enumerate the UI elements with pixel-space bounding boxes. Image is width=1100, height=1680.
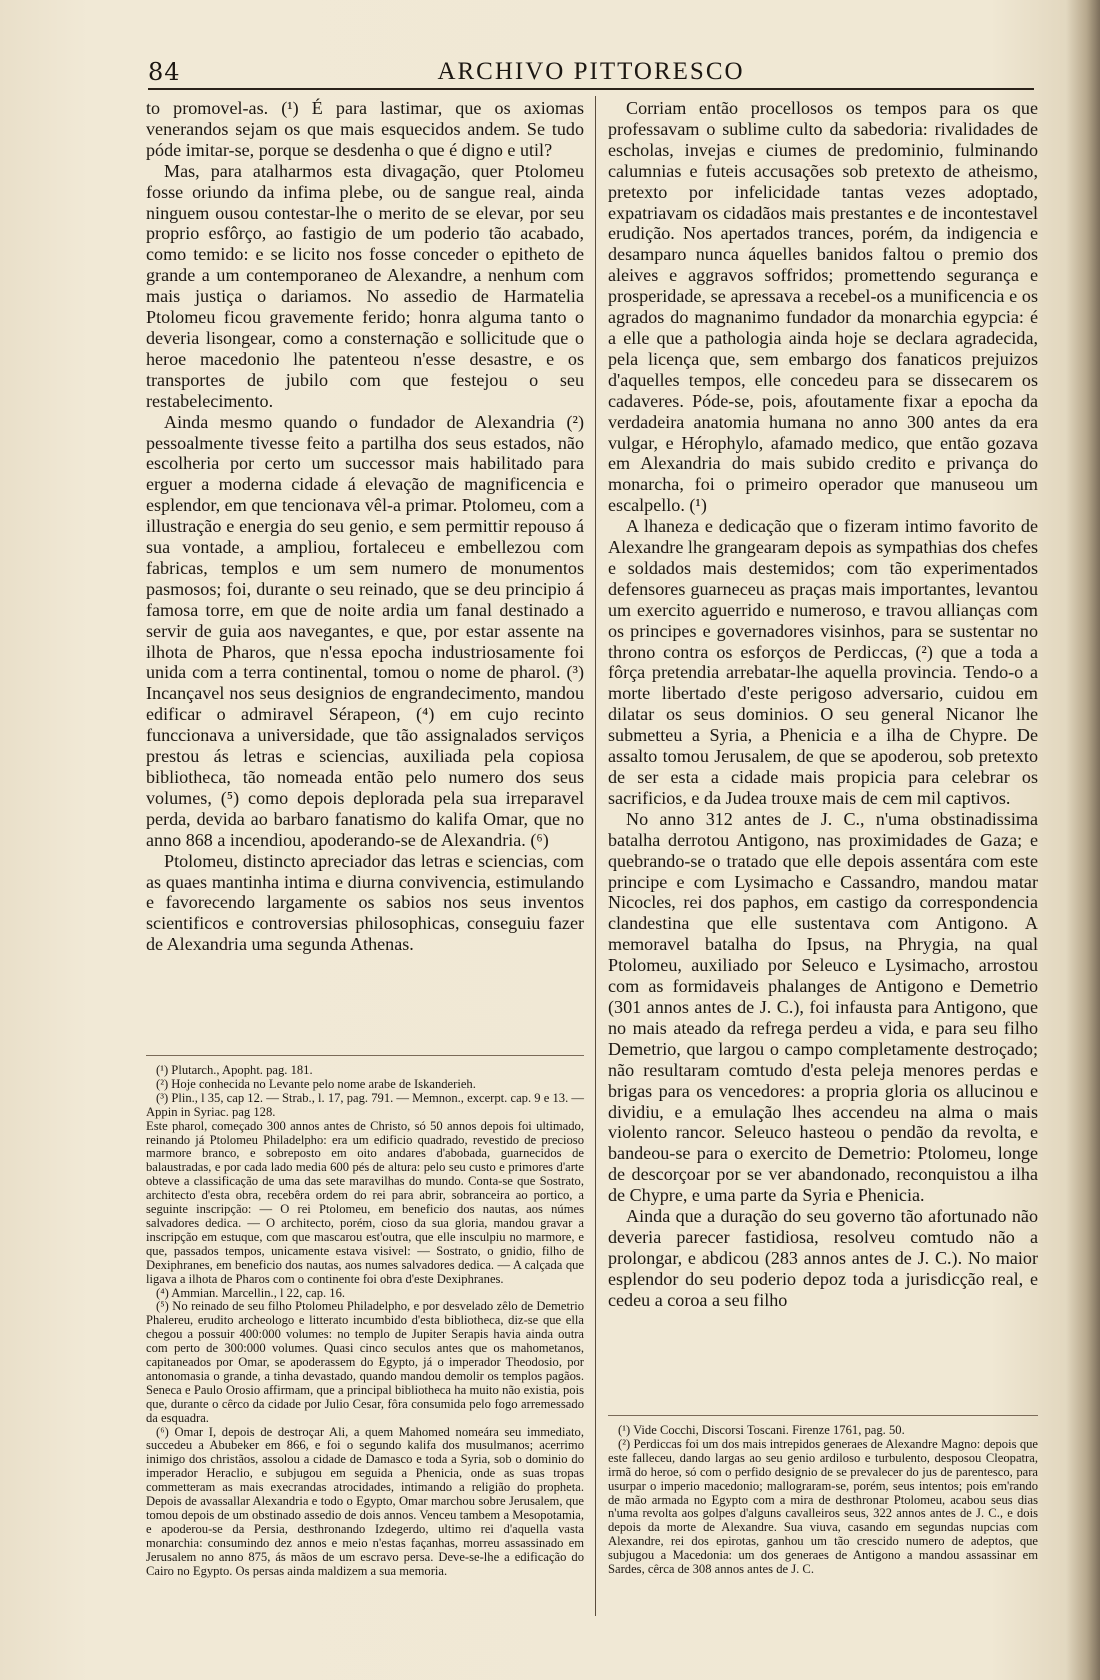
footnote: (¹) Vide Cocchi, Discorsi Toscani. Firenze 1761, pag. 50. — [618, 1423, 905, 1437]
footnote: Este pharol, começado 300 annos antes de Christo, só 50 annos depois foi ultimado, reinando já Ptolomeu Philadelpho: era um edificio quadrado, revestido de precioso marmore branco, e sobreposto em oito andares d'abobada, guarnecidos de balaustradas, e por cada lado media 600 pés de altura: pelo seu custo e primores d'arte obteve a classificação de uma das sete maravilhas do mundo. Conta-se que Sostrato, architecto d'esta obra, recebêra ordem do rei para abrir, sobranceira ao portico, a seguinte inscripção: — O rei Ptolomeu, em beneficio dos nautas, aos númes salvadores dedica. — O architecto, porém, cioso da sua gloria, mandou gravar a inscripção em estuque, com que mascarou est'outra, que elle insculpiu no marmore, e que, passados tempos, unicamente estava visivel: — Sostrato, o gnidio, filho de Dexiphranes, em beneficio dos nautas, aos numes salvadores dedica. — A calçada que ligava a ilhota de Pharos com o continente foi obra d'este Dexiphranes. — [146, 1118, 584, 1286]
left-footnotes — [146, 1064, 584, 1579]
body-paragraph: Ainda mesmo quando o fundador de Alexandria (²) pessoalmente tivesse feito a partilha dos seus estados, não escolheria por certo um successor mais habilitado para erguer a moderna cidade á elevação de magnificencia e esplendor, em que tencionava vêl-a primar. Ptolomeu, com a illustração e energia do seu genio, e sem permittir repouso á sua vontade, a ampliou, fortaleceu e embellezou com fabricas, templos e um sem numero de monumentos pasmosos; foi, durante o seu reinado, que se deu principio á famosa torre, em que de noite ardia um fanal destinado a servir de guia aos navegantes, e que, por estar assente na ilhota de Pharos, que n'essa epocha industriosamente foi unida com a terra continental, tomou o nome de pharol. (³) Incançavel nos seus designios de engrandecimento, mandou edificar o admiravel Sérapeon, (⁴) em cujo recinto funccionava a universidade, que tão assignalados serviços prestou ás letras e sciencias, auxiliada pela copiosa bibliotheca, tão nomeada então pelo numero dos seus volumes, (⁵) como depois deplorada pela sua irreparavel perda, devida ao barbaro fanatismo do kalifa Omar, que no anno 868 a incendiou, apoderando-se de Alexandria. (⁶) — [146, 411, 584, 850]
footnote: (³) Plin., l 35, cap 12. — Strab., l. 17, pag. 791. — Memnon., excerpt. cap. 9 e 13. — Appin in Syriac. pag 128. — [146, 1090, 584, 1119]
body-paragraph: Ptolomeu, distincto apreciador das letras e sciencias, com as quaes mantinha intima e diurna convivencia, estimulando e favorecendo largamente os sabios nos seus inventos scientificos e controversias philosophicas, conseguiu fazer de Alexandria uma segunda Athenas. — [146, 850, 584, 955]
running-title: ARCHIVO PITTORESCO — [437, 58, 745, 85]
footnote: (⁵) No reinado de seu filho Ptolomeu Philadelpho, e por desvelado zêlo de Demetrio Phalereu, erudito archeologo e litterato incumbido d'esta bibliotheca, diz-se que ella chegou a possuir 400:000 volumes: no templo de Jupiter Serapis havia ainda outra com perto de 300:000 volumes. Quasi cinco seculos antes que os mahometanos, capitaneados por Omar, se apoderassem do Egypto, já o imperador Theodosio, por antonomasia o grande, a tinha devastado, quando mandou demolir os templos pagãos. Seneca e Paulo Orosio affirmam, que a principal bibliotheca ha muito não existia, pois que, durante o cêrco da cidade por Julio Cesar, fôra consumida pelo fogo arremessado da esquadra. — [146, 1299, 584, 1425]
body-paragraph: A lhaneza e dedicação que o fizeram intimo favorito de Alexandre lhe grangearam depois as sympathias dos chefes e soldados mais destemidos; com tão experimentados defensores guarneceu as praças mais importantes, levantou um exercito aguerrido e numeroso, e travou allianças com os principes e governadores visinhos, para se sustentar no throno contra os esforços de Perdiccas, (²) que a toda a fôrça pretendia arrebatar-lhe aquella provincia. Tendo-o a morte libertado d'este perigoso adversario, cuidou em dilatar os seus dominios. O seu general Nicanor lhe submetteu a Syria, a Phenicia e a ilha de Chypre. De assalto tomou Jerusalem, de que se apoderou, sob pretexto de ser esta a cidade mais propicia para celebrar os sacrificios, e da Judea trouxe mais de cem mil captivos. — [608, 516, 1038, 808]
body-paragraph: Mas, para atalharmos esta divagação, quer Ptolomeu fosse oriundo da infima plebe, ou de sangue real, ainda ninguem ousou contestar-lhe o merito de se elevar, por seu proprio esfôrço, ao fastigio de um poderio tão acabado, como temido: e se licito nos fosse conceder o epitheto de grande a um contemporaneo de Alexandre, a nenhum com mais justiça o dariamos. No assedio de Harmatelia Ptolomeu ficou gravemente ferido; honra alguma tanto o deveria lisongear, como a consternação e sollicitude que o heroe macedonio lhe patenteou n'esse desastre, e os transportes de jubilo com que festejou o seu restabelecimento. — [146, 160, 584, 411]
footnote: (¹) Plutarch., Apopht. pag. 181. — [156, 1063, 313, 1077]
footnote: (²) Perdiccas foi um dos mais intrepidos generaes de Alexandre Magno: depois que este falleceu, dando largas ao seu genio ardiloso e turbulento, desposou Cleopatra, irmã do heroe, só com o perfido designio de se prevalecer do jus de parentesco, para usurpar o imperio macedonio; mallograram-se, porém, seus intentos; pois em'rando de mão armada no Egypto com a mira de desthronar Ptolomeu, acabou seus dias n'uma revolta aos golpes d'alguns cavalleiros seus, 322 annos antes de J. C., e dois depois da morte de Alexandre. Sua viuva, casando em segundas nupcias com Alexandre, rei dos epirotas, ganhou um tão crescido numero de adeptos, que subjugou a Macedonia: um dos generaes de Antigono a mandou assassinar em Sardes, cêrca de 308 annos antes de J. C. — [608, 1436, 1038, 1577]
page-spine-shadow — [1066, 0, 1100, 1680]
body-paragraph: Corriam então procellosos os tempos para os que professavam o sublime culto da sabedoria: rivalidades de escholas, invejas e ciumes de predominio, fulminando calumnias e futeis accusações sob pretexto de atheismo, pretexto por infelicidade tantas vezes adoptado, expatriavam os cidadãos mais prestantes e de incontestavel erudição. Nos apertados trances, porém, da indigencia e desamparo nunca áquelles banidos faltou o premio dos aleives e aggravos soffridos; promettendo segurança e prosperidade, se apressava a recebel-os a munificencia e os agrados do magnanimo fundador da monarchia egypcia: é a elle que a pathologia ainda hoje se declara agradecida, pela licença que, sem embargo dos fanaticos prejuizos d'aquelles tempos, elle concedeu para se dissecarem os cadaveres. Póde-se, pois, afoutamente fixar a epocha da verdadeira anatomia humana no anno 300 antes da era vulgar, e Hérophylo, afamado medico, que então gozava em Alexandria do mais subido credito e privança do monarcha, foi o primeiro operador que manuseou um escalpello. (¹) — [608, 98, 1038, 516]
footnote: (⁴) Ammian. Marcellin., l 22, cap. 16. — [156, 1285, 346, 1300]
footnote: (⁶) Omar I, depois de destroçar Ali, a quem Mahomed nomeára seu immediato, succedeu a Abubeker em 866, e foi o segundo kalifa dos musulmanos; acerrimo inimigo dos christãos, assolou a cidade de Damasco e toda a Syria, sob o dominio do imperador Heraclio, e subjugou em seguida a Phenicia, onde as suas tropas commetteram as mais execrandas atrocidades, intimando a religião do propheta. Depois de avassallar Alexandria e todo o Egypto, Omar marchou sobre Jerusalem, que tomou depois de um obstinado assedio de dois annos. Venceu tambem a Mesopotamia, e apoderou-se da Persia, desthronando Izdegerdo, ultimo rei d'aquella vasta monarchia: consumindo dez annos e meio n'estas façanhas, morreu assassinado em Jerusalem no anno 875, ás mãos de um escravo persa. Deve-se-lhe a edificação do Cairo no Egypto. Os persas ainda maldizem a sua memoria. — [146, 1424, 584, 1578]
body-paragraph: to promovel-as. (¹) É para lastimar, que os axiomas venerandos sejam os que mais esquecidos andem. Se tudo póde imitar-se, porque se desdenha o que é digno e util? — [146, 98, 584, 160]
right-footnotes — [608, 1424, 1038, 1577]
body-paragraph: No anno 312 antes de J. C., n'uma obstinadissima batalha derrotou Antigono, nas proximidades de Gaza; e quebrando-se o tratado que elle depois assentára com este principe e com Lysimacho e Cassandro, mandou matar Nicocles, rei dos paphos, em castigo da correspondencia clandestina que elle sustentava com Antigono. A memoravel batalha do Ipsus, na Phrygia, na qual Ptolomeu, auxiliado por Seleuco e Lysimacho, arrostou com as formidaveis phalanges de Antigono e Demetrio (301 annos antes de J. C.), foi infausta para Antigono, que no mais ateado da refrega perdeu a vida, e para seu filho Demetrio, que largou o campo completamente destroçado; não resultaram comtudo d'esta peleja menores perdas e brigas para os vencedores: a propria gloria os allucinou e dividiu, e a emulação lhes accendeu na alma o mais violento rancor. Seleuco hasteou o pendão da revolta, e bandeou-se para o exercito de Demetrio: Ptolomeu, longe de descorçoar por se ver abandonado, reconquistou a ilha de Chypre, e uma parte da Syria e Phenicia. — [608, 808, 1038, 1206]
header-rule — [148, 88, 1034, 90]
footnote: (²) Hoje conhecida no Levante pelo nome arabe de Iskanderieh. — [156, 1076, 476, 1091]
right-column — [608, 98, 1038, 1311]
body-paragraph: Ainda que a duração do seu governo tão afortunado não deveria parecer fastidiosa, resolveu comtudo não a prolongar, e abdicou (283 annos antes de J. C.). No maior esplendor do seu poderio depoz toda a jurisdicção real, e cedeu a coroa a seu filho — [608, 1206, 1038, 1310]
footnote-separator — [608, 1415, 1038, 1416]
footnote-separator — [146, 1055, 584, 1056]
page-number: 84 — [148, 58, 181, 86]
page-header — [148, 58, 1034, 88]
column-divider — [595, 96, 596, 1616]
left-column — [146, 98, 584, 955]
